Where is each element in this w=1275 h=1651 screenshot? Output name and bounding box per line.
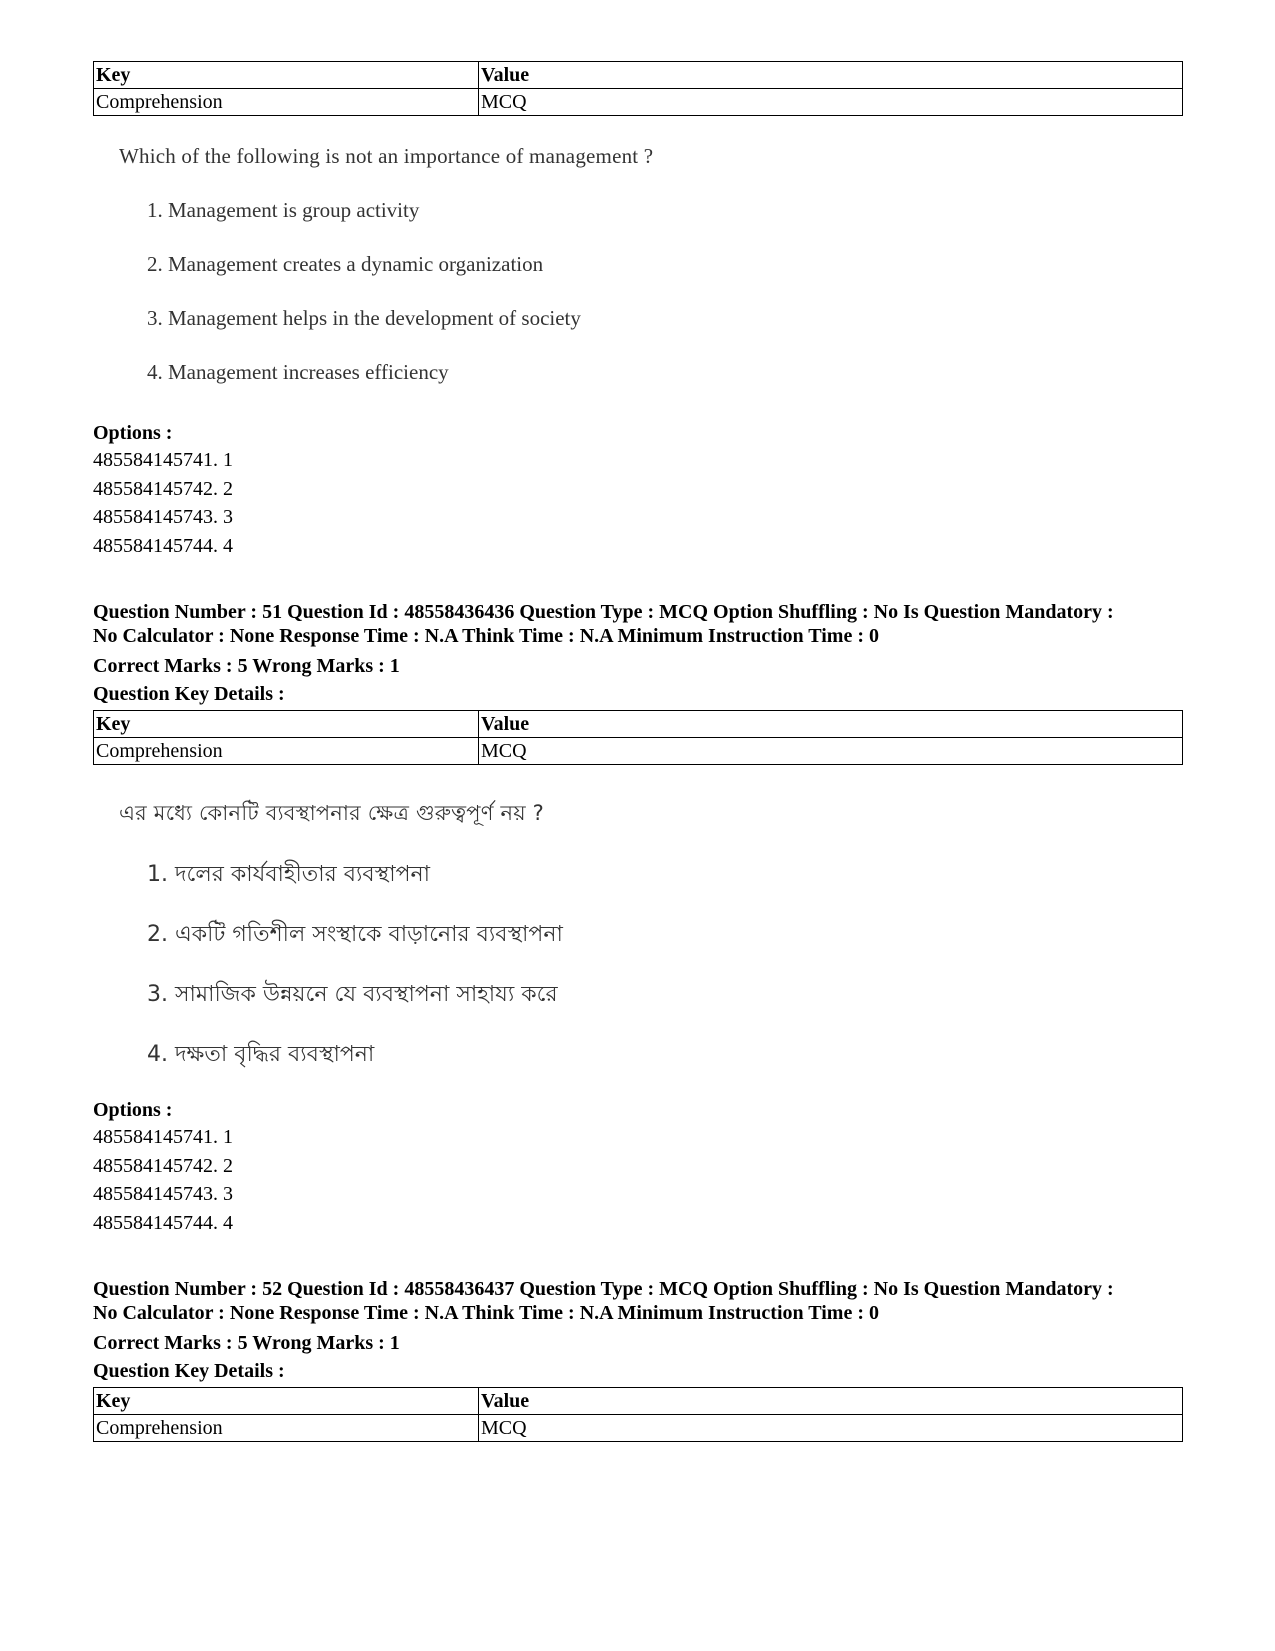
options-title: Options : — [93, 422, 173, 444]
question-key-table — [93, 710, 1183, 765]
key-header: Key — [94, 1388, 479, 1415]
table-header-row — [94, 711, 1183, 738]
question-choice: 2. একটি গতিশীল সংস্থাকে বাড়ানোর ব্যবস্থাপনা — [147, 922, 563, 947]
options-list — [93, 1123, 1183, 1237]
question-stem: এর মধ্যে কোনটি ব্যবস্থাপনার ক্ষেত্র গুরুত্বপূর্ণ নয় ? — [119, 801, 545, 825]
question-meta-line: Question Number : 51 Question Id : 48558436436 Question Type : MCQ Option Shuffling : No Is Question Mandatory : — [93, 601, 1114, 623]
question-image — [93, 144, 1183, 386]
option-item: 485584145743. 3 — [93, 506, 233, 528]
value-header: Value — [479, 711, 1183, 738]
option-item: 485584145744. 4 — [93, 1211, 233, 1234]
value-header: Value — [479, 62, 1183, 89]
question-marks: Correct Marks : 5 Wrong Marks : 1 — [93, 1332, 400, 1354]
question-key-table — [93, 61, 1183, 116]
option-item: 485584145741. 1 — [93, 449, 233, 471]
key-header: Key — [94, 62, 479, 89]
table-row — [94, 89, 1183, 116]
value-header: Value — [479, 1388, 1183, 1415]
question-marks: Correct Marks : 5 Wrong Marks : 1 — [93, 655, 400, 677]
table-header-row — [94, 62, 1183, 89]
question-key-details-title: Question Key Details : — [93, 683, 285, 705]
option-item: 485584145742. 2 — [93, 1154, 233, 1177]
question-meta-line: Question Number : 52 Question Id : 48558436437 Question Type : MCQ Option Shuffling : No Is Question Mandatory : — [93, 1278, 1114, 1300]
table-row — [94, 738, 1183, 765]
question-choice: 4. Management increases efficiency — [147, 360, 449, 384]
options-title: Options : — [93, 1099, 173, 1121]
question-image — [93, 797, 1183, 1067]
key-cell: Comprehension — [94, 738, 479, 765]
document-page — [93, 61, 1183, 1442]
question-key-details-title: Question Key Details : — [93, 1360, 285, 1382]
question-key-table — [93, 1387, 1183, 1442]
option-item: 485584145741. 1 — [93, 1126, 233, 1148]
question-choice: 3. সামাজিক উন্নয়নে যে ব্যবস্থাপনা সাহায্য করে — [147, 982, 558, 1007]
options-list — [93, 446, 1183, 560]
question-choice: 4. দক্ষতা বৃদ্ধির ব্যবস্থাপনা — [147, 1042, 375, 1067]
value-cell: MCQ — [479, 738, 1183, 765]
question-choice: 2. Management creates a dynamic organization — [147, 252, 544, 276]
key-header: Key — [94, 711, 479, 738]
question-meta-line: No Calculator : None Response Time : N.A Think Time : N.A Minimum Instruction Time : 0 — [93, 1302, 879, 1324]
value-cell: MCQ — [479, 1415, 1183, 1442]
question-choice: 3. Management helps in the development of society — [147, 306, 581, 330]
table-row — [94, 1415, 1183, 1442]
value-cell: MCQ — [479, 89, 1183, 116]
question-choice: 1. দলের কার্যবাহীতার ব্যবস্থাপনা — [147, 862, 431, 887]
question-choice: 1. Management is group activity — [147, 198, 420, 222]
question-meta — [93, 600, 1183, 708]
question-meta-line: No Calculator : None Response Time : N.A Think Time : N.A Minimum Instruction Time : 0 — [93, 625, 879, 647]
option-item: 485584145743. 3 — [93, 1183, 233, 1205]
key-cell: Comprehension — [94, 89, 479, 116]
table-header-row — [94, 1388, 1183, 1415]
question-stem: Which of the following is not an importance of management ? — [119, 144, 654, 168]
key-cell: Comprehension — [94, 1415, 479, 1442]
question-meta — [93, 1277, 1183, 1385]
option-item: 485584145744. 4 — [93, 534, 233, 557]
option-item: 485584145742. 2 — [93, 477, 233, 500]
